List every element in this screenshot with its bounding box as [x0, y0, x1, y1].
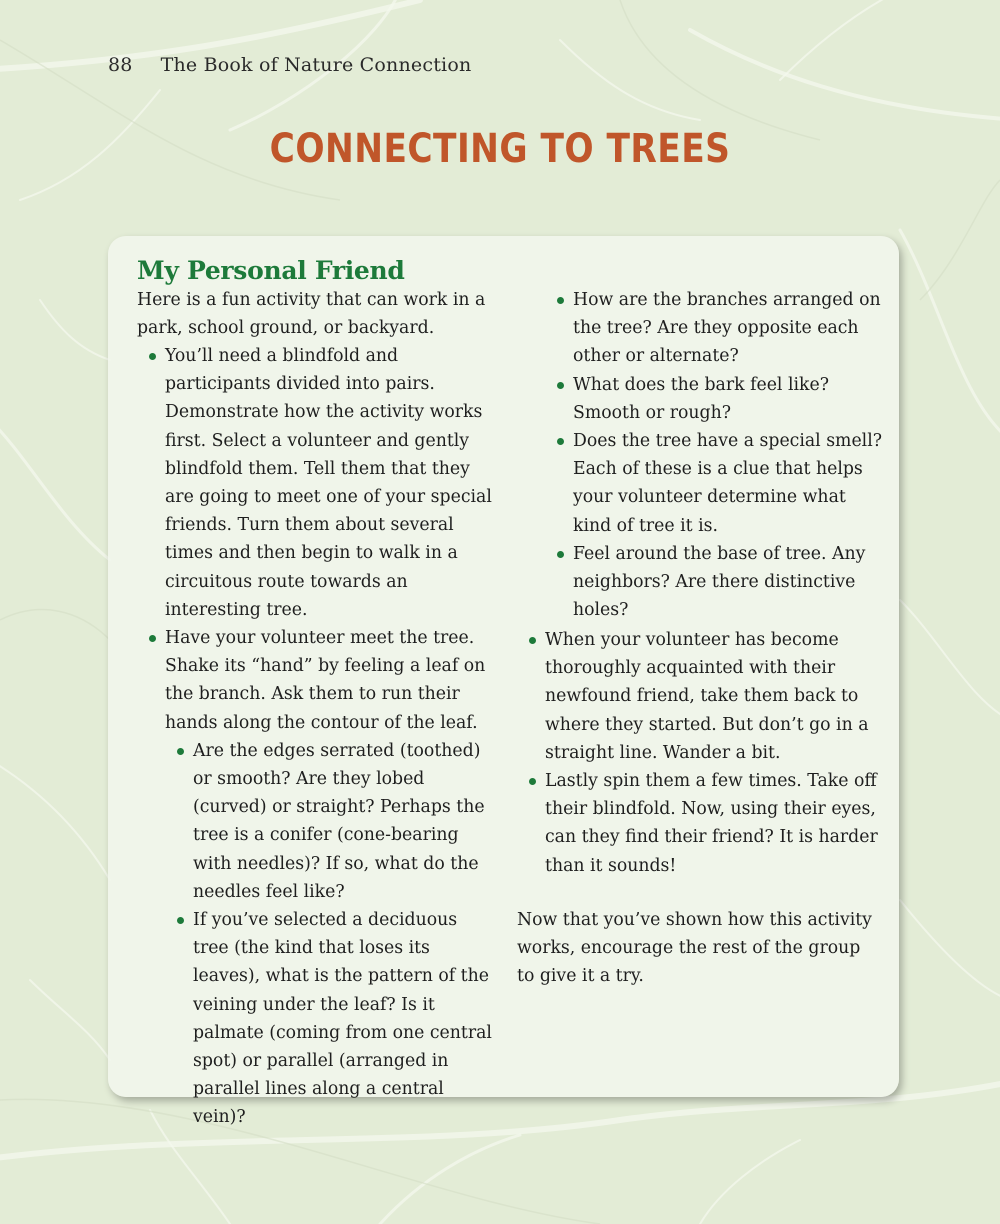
chapter-title: CONNECTING TO TREES: [269, 126, 731, 172]
list-item: [517, 767, 882, 880]
step-text: You’ll need a blindfold and participants divided into pairs. Demonstrate how the activity works first. Select a volunteer and gently blindfold them. Tell them that they are going to meet one of your special friends. Turn them about several times and then begin to walk in a circuitous route towards an interesting tree.: [165, 346, 492, 620]
final-steps-list: [517, 626, 882, 880]
bullet-icon: [529, 637, 536, 644]
question-text: If you’ve selected a deciduous tree (the kind that loses its leaves), what is the pattern of the veining under the leaf? Is it palmate (coming from one central spot) or parallel (arranged in parallel lines along a central vein)?: [193, 910, 492, 1128]
list-item: [165, 906, 497, 1132]
list-item: [517, 626, 882, 767]
bullet-icon: [557, 438, 564, 445]
leaf-questions-list: [165, 737, 497, 1132]
bullet-icon: [177, 748, 184, 755]
bullet-icon: [557, 551, 564, 558]
step-text: Lastly spin them a few times. Take off their blindfold. Now, using their eyes, can they find their friend? It is harder than it sounds!: [545, 771, 878, 876]
activity-intro: Here is a fun activity that can work in a park, school ground, or backyard.: [137, 290, 486, 339]
page-number: 88: [108, 54, 133, 76]
activity-outro: Now that you’ve shown how this activity works, encourage the rest of the group to give it a try.: [517, 910, 872, 987]
bullet-icon: [149, 635, 156, 642]
question-text: What does the bark feel like? Smooth or rough?: [573, 374, 829, 423]
question-text: Feel around the base of tree. Any neighbors? Are there distinctive holes?: [573, 543, 866, 621]
activity-heading: My Personal Friend: [137, 256, 405, 285]
list-item: [137, 342, 497, 624]
list-item: [545, 540, 882, 625]
step-text: Have your volunteer meet the tree. Shake its “hand” by feeling a leaf on the branch. Ask them to run their hands along the contour of the leaf.: [165, 628, 486, 733]
bullet-icon: [557, 297, 564, 304]
bullet-icon: [557, 382, 564, 389]
bullet-icon: [177, 917, 184, 924]
list-item: [545, 371, 882, 427]
running-head: [108, 54, 471, 76]
activity-card: [108, 236, 899, 1128]
bullet-icon: [529, 778, 536, 785]
question-text: Are the edges serrated (toothed) or smooth? Are they lobed (curved) or straight? Perhaps the tree is a conifer (cone-bearing with needles)? If so, what do the needles feel like?: [193, 740, 485, 902]
step-text: When your volunteer has become thoroughly acquainted with their newfound friend, take them back to where they started. But don’t go in a straight line. Wander a bit.: [545, 630, 869, 763]
question-text: Does the tree have a special smell? Each of these is a clue that helps your volunteer determine what kind of tree it is.: [573, 431, 882, 536]
activity-steps-list: [137, 342, 497, 1132]
list-item: [165, 737, 497, 906]
list-item: [137, 624, 497, 1132]
bullet-icon: [149, 353, 156, 360]
tree-questions-list: [545, 286, 882, 624]
book-title: The Book of Nature Connection: [160, 54, 472, 76]
question-text: How are the branches arranged on the tree? Are they opposite each other or alternate?: [573, 290, 881, 367]
list-item: [545, 427, 882, 540]
list-item: [545, 286, 882, 371]
